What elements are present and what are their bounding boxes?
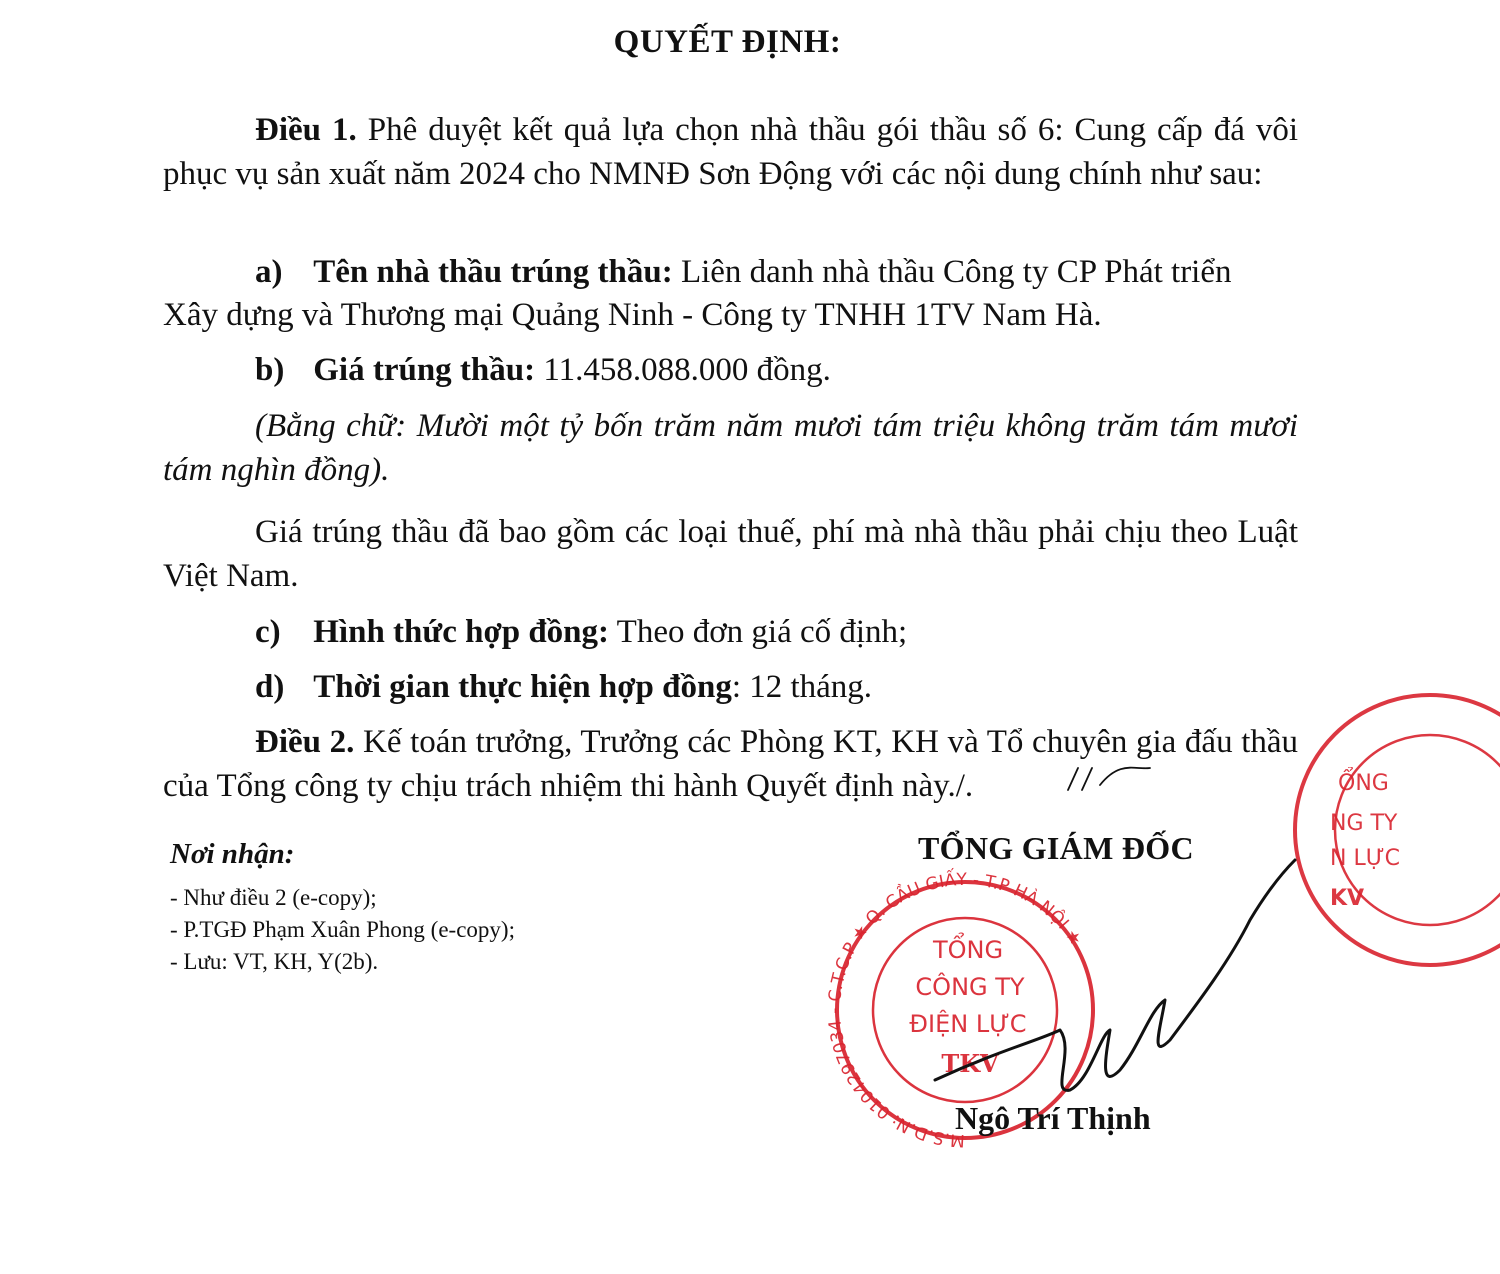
item-d-label: Thời gian thực hiện hợp đồng (313, 669, 732, 705)
item-a-letter: a) (255, 254, 283, 290)
item-a-value-line2: Xây dựng và Thương mại Quảng Ninh - Công ty TNHH 1TV Nam Hà. (163, 297, 1102, 333)
item-c-value: Theo đơn giá cố định; (616, 614, 908, 650)
signer-name: Ngô Trí Thịnh (955, 1100, 1151, 1136)
item-a-label: Tên nhà thầu trúng thầu: (313, 254, 673, 290)
article-1-text: Phê duyệt kết quả lựa chọn nhà thầu gói thầu số 6: Cung cấp đá vôi phục vụ sản xuất năm 2024 cho NMNĐ Sơn Động với các nội dung chính như sau: (163, 112, 1299, 192)
article-2-text: Kế toán trưởng, Trưởng các Phòng KT, KH và Tổ chuyên gia đấu thầu của Tổng công ty chịu trách nhiệm thi hành Quyết định này./. (163, 724, 1299, 804)
amount-in-words: (Bằng chữ: Mười một tỷ bốn trăm năm mươi tám triệu không trăm tám mươi tám nghìn đồng). (163, 408, 1298, 488)
svg-text:N LỰC: N LỰC (1330, 846, 1400, 871)
item-b-letter: b) (255, 352, 285, 388)
recipient-item: - Như điều 2 (e-copy); (170, 885, 377, 910)
svg-text:KV: KV (1330, 886, 1365, 911)
stamp-line-1: TỔNG (932, 936, 1004, 964)
svg-text:ỔNG: ỔNG (1338, 771, 1389, 796)
recipient-item: - Lưu: VT, KH, Y(2b). (170, 949, 379, 974)
stamp-line-2: CÔNG TY (915, 973, 1025, 1001)
svg-text:NG TY: NG TY (1330, 811, 1398, 836)
stamp-ring-text: M.S.D.N: 0104297034 - C.T.C.P ★ Q. CẦU GIẤY - T.P HÀ NỘI ★ (825, 869, 1086, 1151)
item-b-label: Giá trúng thầu: (313, 352, 536, 388)
article-1-label: Điều 1. (255, 112, 357, 148)
tax-note: Giá trúng thầu đã bao gồm các loại thuế, phí mà nhà thầu phải chịu theo Luật Việt Nam. (163, 514, 1298, 594)
item-c-label: Hình thức hợp đồng: (313, 614, 610, 650)
item-d-value: : 12 tháng. (731, 669, 873, 705)
article-2-label: Điều 2. (255, 724, 355, 760)
item-a-value-line1: Liên danh nhà thầu Công ty CP Phát triển (680, 254, 1232, 290)
stamp-line-4: TKV (941, 1049, 999, 1078)
recipient-item: - P.TGĐ Phạm Xuân Phong (e-copy); (170, 917, 515, 942)
stamp-line-3: ĐIỆN LỰC (909, 1010, 1027, 1038)
item-b-value: 11.458.088.000 đồng. (543, 352, 831, 388)
recipients-title: Nơi nhận: (170, 838, 295, 870)
item-d-letter: d) (255, 669, 285, 705)
decision-title: QUYẾT ĐỊNH: (613, 24, 842, 60)
item-c-letter: c) (255, 614, 281, 650)
signer-position: TỔNG GIÁM ĐỐC (918, 830, 1194, 866)
